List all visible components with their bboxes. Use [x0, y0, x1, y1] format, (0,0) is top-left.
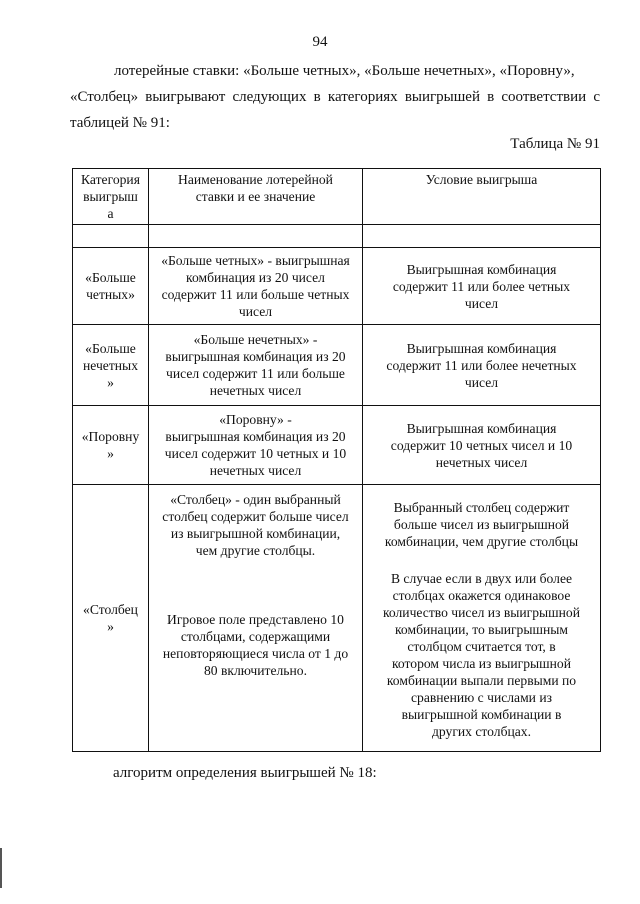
intro-line-1: лотерейные ставки: «Больше четных», «Больше нечетных», «Поровну»,: [114, 63, 575, 79]
row-category: «Столбец »: [73, 485, 149, 752]
winning-categories-table: [72, 168, 601, 752]
row-bet: «Больше четных» - выигрышная комбинация из 20 чисел содержит 11 или больше четных чисел: [149, 248, 363, 325]
table-row: [73, 248, 601, 325]
table-header-row: [73, 169, 601, 225]
condition-tiebreak: В случае если в двух или более столбцах окажется одинаковое количество чисел из выигрышной комбинации, то выигрышным столбцом считается тот, в котором числа из выигрышной комбинации выпали первыми по сравнению с числами из выигрышной комбинации в других столбцах.: [382, 571, 580, 739]
row-bet: «Поровну» - выигрышная комбинация из 20 чисел содержит 10 четных и 10 нечетных чисел: [149, 406, 363, 485]
table-gap-row: [73, 225, 601, 248]
row-category: «Больше нечетных »: [73, 325, 149, 406]
condition-main: Выбранный столбец содержит больше чисел из выигрышной комбинации, чем другие столбцы: [384, 500, 579, 549]
row-bet: [149, 485, 363, 752]
row-category: «Поровну »: [73, 406, 149, 485]
row-condition: Выигрышная комбинация содержит 11 или более четных чисел: [363, 248, 601, 325]
header-bet-name: Наименование лотерейной ставки и ее значение: [149, 169, 363, 225]
row-condition: Выигрышная комбинация содержит 11 или более нечетных чисел: [363, 325, 601, 406]
bet-description: «Столбец» - один выбранный столбец содержит больше чисел из выигрышной комбинации, чем другие столбцы.: [162, 492, 349, 558]
row-bet: «Больше нечетных» - выигрышная комбинация из 20 чисел содержит 11 или больше нечетных чисел: [149, 325, 363, 406]
row-condition: [363, 485, 601, 752]
page-number: 94: [312, 34, 328, 50]
header-category: Категория выигрыш а: [73, 169, 149, 225]
header-condition: Условие выигрыша: [363, 169, 601, 225]
table-row: [73, 325, 601, 406]
row-condition: Выигрышная комбинация содержит 10 четных чисел и 10 нечетных чисел: [363, 406, 601, 485]
intro-paragraph: [70, 58, 600, 136]
game-field-description: Игровое поле представлено 10 столбцами, содержащими неповторяющиеся числа от 1 до 80 включительно.: [162, 612, 349, 678]
scan-edge-mark: [0, 848, 2, 888]
table-row: [73, 485, 601, 752]
intro-line-3: таблицей № 91:: [70, 115, 170, 131]
row-category: «Больше четных»: [73, 248, 149, 325]
table-row: [73, 406, 601, 485]
table-caption: Таблица № 91: [510, 136, 600, 152]
algorithm-heading: алгоритм определения выигрышей № 18:: [113, 765, 377, 781]
intro-line-2: «Столбец» выигрывают следующих в категориях выигрышей в соответствии с: [70, 89, 600, 105]
